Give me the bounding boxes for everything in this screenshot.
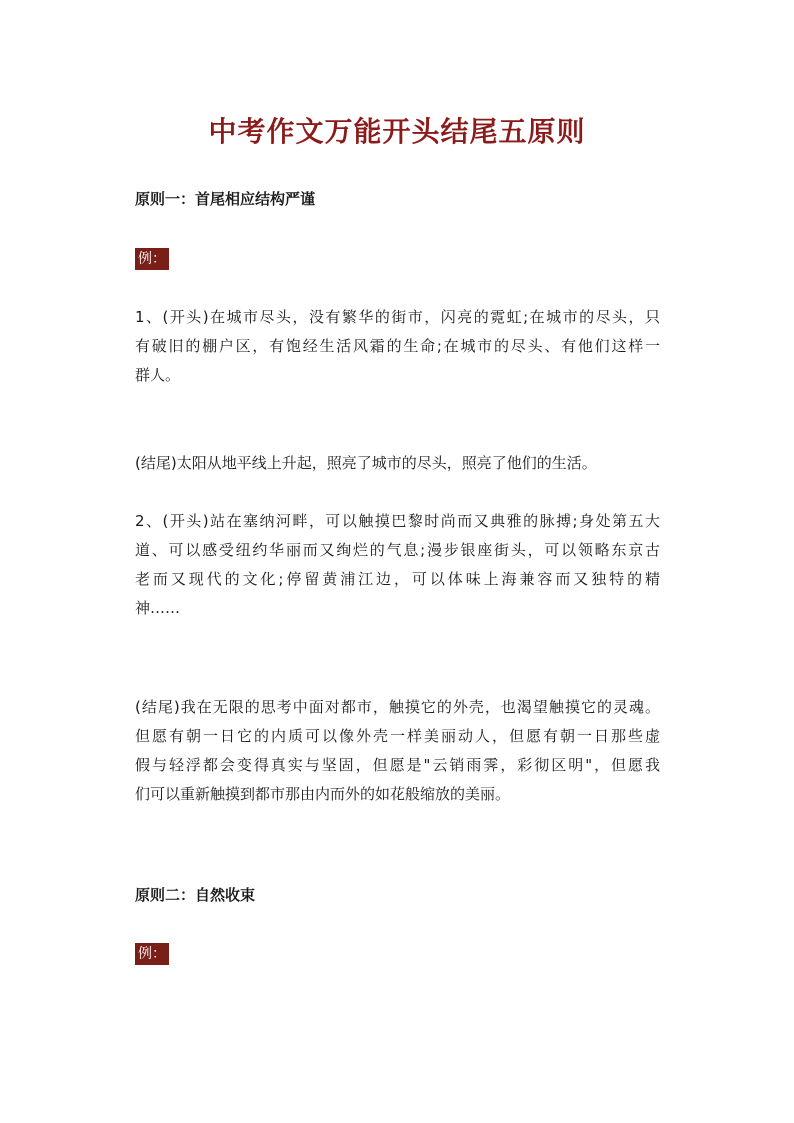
paragraph-line: 假与轻浮都会变得真实与坚固，但愿是"云销雨霁，彩彻区明"，但愿我 [135,756,660,774]
paragraph-line: 但愿有朝一日它的内质可以像外壳一样美丽动人，但愿有朝一日那些虚 [135,727,660,745]
paragraph-line: 们可以重新触摸到都市那由内而外的如花般缩放的美丽。 [135,785,511,803]
example-1-ending-paragraph [135,449,660,478]
example-2-opening-paragraph [135,507,660,623]
paragraph-line: 有破旧的棚户区，有饱经生活风霜的生命;在城市的尽头、有他们这样一 [135,337,660,355]
principle-2-heading: 原则二：自然收束 [135,886,256,904]
example-tag: 例： [135,943,169,965]
example-tag: 例： [135,248,169,270]
example-1-opening-paragraph [135,303,660,390]
paragraph-line: 群人。 [135,366,181,384]
paragraph-line: (结尾)我在无限的思考中面对都市，触摸它的外壳，也渴望触摸它的灵魂。 [135,698,660,716]
paragraph-line: 神…… [135,599,181,617]
document-title: 中考作文万能开头结尾五原则 [208,115,586,148]
paragraph-line: 道、可以感受纽约华丽而又绚烂的气息;漫步银座街头，可以领略东京古 [135,541,660,559]
paragraph-line: 2、(开头)站在塞纳河畔，可以触摸巴黎时尚而又典雅的脉搏;身处第五大 [135,512,660,530]
example-2-ending-paragraph [135,693,660,809]
paragraph-line: 老而又现代的文化;停留黄浦江边，可以体味上海兼容而又独特的精 [135,570,660,588]
principle-1-heading: 原则一：首尾相应结构严谨 [135,190,316,208]
paragraph-line: 1、(开头)在城市尽头，没有繁华的街市，闪亮的霓虹;在城市的尽头，只 [135,308,660,326]
paragraph-line: (结尾)太阳从地平线上升起，照亮了城市的尽头，照亮了他们的生活。 [135,454,597,472]
